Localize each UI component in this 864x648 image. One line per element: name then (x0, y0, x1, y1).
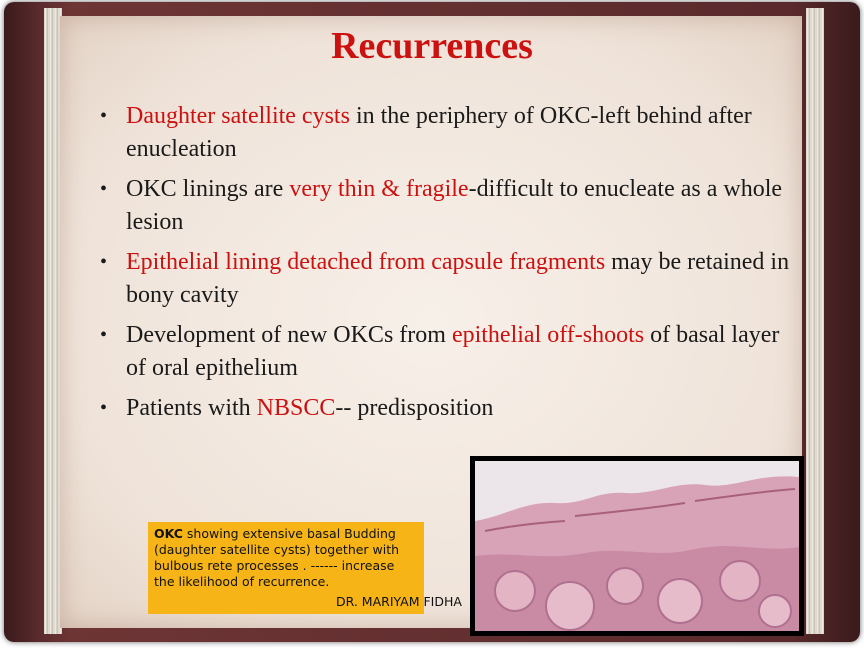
bullet-dot-icon: • (100, 105, 108, 127)
bullet-dot-icon: • (100, 178, 108, 200)
bullet-dot-icon: • (100, 397, 108, 419)
bullet-text: may be retained in bony cavity (126, 249, 790, 308)
bullet-item (100, 319, 790, 385)
bullet-text: OKC linings are (126, 176, 290, 202)
caption-text: showing extensive basal Budding (daughter satellite cysts) together with bulbous rete processes . ------ increase the likelihood of recurrence. (154, 526, 400, 589)
caption-bold-lead: OKC (154, 526, 183, 541)
bullet-item (100, 392, 790, 425)
bullet-text: Development of new OKCs from (126, 322, 452, 348)
bullet-highlight-text: epithelial off-shoots (451, 322, 645, 348)
bullet-highlight-text: NBSCC (256, 395, 336, 421)
bullet-text: Patients with (126, 395, 257, 421)
book-page-edge-right (806, 8, 824, 634)
histology-image (470, 456, 804, 636)
histology-image-graphic (475, 461, 799, 631)
bullet-text: -- predisposition (335, 395, 494, 421)
bullet-item (100, 100, 790, 166)
bullet-text: in the periphery of OKC-left behind after enucleation (126, 103, 752, 162)
bullet-highlight-text: Daughter satellite cysts (126, 103, 350, 129)
bullet-item (100, 246, 790, 312)
bullet-item (100, 173, 790, 239)
bullet-highlight-text: Epithelial lining detached from capsule fragments (126, 249, 606, 275)
bullet-dot-icon: • (100, 324, 108, 346)
author-credit: DR. MARIYAM FIDHA (336, 594, 462, 609)
bullet-text: of basal layer of oral epithelium (126, 322, 780, 381)
slide-title: Recurrences (331, 25, 533, 67)
bullet-dot-icon: • (100, 251, 108, 273)
bullet-text: -difficult to enucleate as a whole lesion (126, 176, 783, 235)
bullet-highlight-text: very thin & fragile (289, 176, 469, 202)
bullet-list (100, 100, 790, 432)
